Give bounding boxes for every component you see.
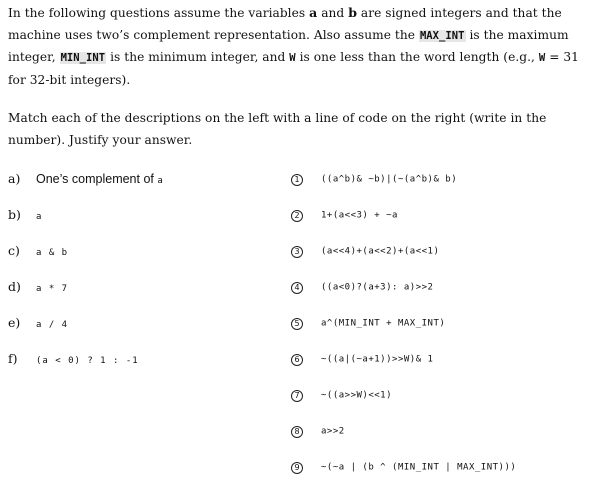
max-int-keyword: MAX_INT	[419, 29, 465, 42]
item-letter: e)	[8, 315, 21, 330]
code-option	[291, 385, 392, 405]
option-code: a^(MIN_INT + MAX_INT)	[321, 318, 446, 329]
option-code: ~((a|(~a+1))>>W)& 1	[321, 354, 434, 365]
code-option	[291, 313, 445, 333]
item-code: a / 4	[36, 320, 69, 330]
intro-text-1: In the following questions assume the variables	[8, 6, 310, 20]
intro-text-2: and	[317, 6, 349, 20]
item-letter: b)	[8, 207, 21, 222]
intro-paragraph	[8, 2, 588, 91]
code-option	[291, 169, 457, 189]
item-letter: c)	[8, 243, 20, 258]
item-code: (a < 0) ? 1 : -1	[36, 356, 139, 366]
option-number: 2	[291, 210, 303, 222]
instruction-paragraph: Match each of the descriptions on the left with a line of code on the right (write in the number). Justify your answer.	[8, 111, 547, 147]
item-code: a * 7	[36, 284, 69, 294]
description-item	[8, 169, 163, 189]
option-number: 6	[291, 354, 303, 366]
min-int-keyword: MIN_INT	[60, 52, 106, 64]
option-number: 7	[291, 390, 303, 402]
option-code: ((a^b)& ~b)|(~(a^b)& b)	[321, 174, 458, 185]
variable-a: a	[309, 5, 318, 20]
option-code: 1+(a<<3) + ~a	[321, 210, 398, 221]
option-code: ((a<0)?(a+3): a)>>2	[321, 282, 434, 293]
intro-text-6: is one less than the word length (e.g.,	[295, 50, 539, 64]
code-option	[291, 205, 398, 225]
option-number: 8	[291, 426, 303, 438]
intro-text-5: is the minimum integer, and	[106, 50, 290, 64]
code-option	[291, 457, 516, 477]
item-letter: d)	[8, 279, 21, 294]
intro-text-4: is the maximum integer,	[8, 27, 569, 64]
description-item	[8, 205, 42, 225]
item-text: One’s complement of	[36, 172, 158, 186]
option-code: ~((a>>W)<<1)	[321, 390, 393, 401]
item-letter: f)	[8, 351, 18, 366]
option-number: 5	[291, 318, 303, 330]
item-code: a	[157, 176, 163, 186]
variable-b: b	[348, 5, 357, 20]
w-keyword: W	[289, 52, 296, 64]
description-item	[8, 277, 68, 297]
item-code: a	[36, 212, 43, 222]
item-letter: a)	[8, 171, 21, 186]
code-option	[291, 277, 433, 297]
code-option	[291, 349, 433, 369]
option-number: 1	[291, 174, 303, 186]
option-code: a>>2	[321, 426, 345, 437]
intro-text-7: = 31 for 32-bit integers).	[8, 50, 579, 87]
option-code: ~(~a | (b ^ (MIN_INT | MAX_INT)))	[321, 462, 517, 473]
description-item	[8, 313, 68, 333]
option-code: (a<<4)+(a<<2)+(a<<1)	[321, 246, 440, 257]
intro-text-3: are signed integers and that the machine uses two’s complement representation. Also assume the	[8, 6, 562, 42]
item-code: a & b	[36, 248, 69, 258]
option-number: 9	[291, 462, 303, 474]
code-option	[291, 241, 439, 261]
description-item	[8, 241, 68, 261]
code-option	[291, 421, 345, 441]
w-keyword-example: W	[538, 52, 546, 64]
option-number: 3	[291, 246, 303, 258]
option-number: 4	[291, 282, 303, 294]
description-item	[8, 349, 139, 369]
